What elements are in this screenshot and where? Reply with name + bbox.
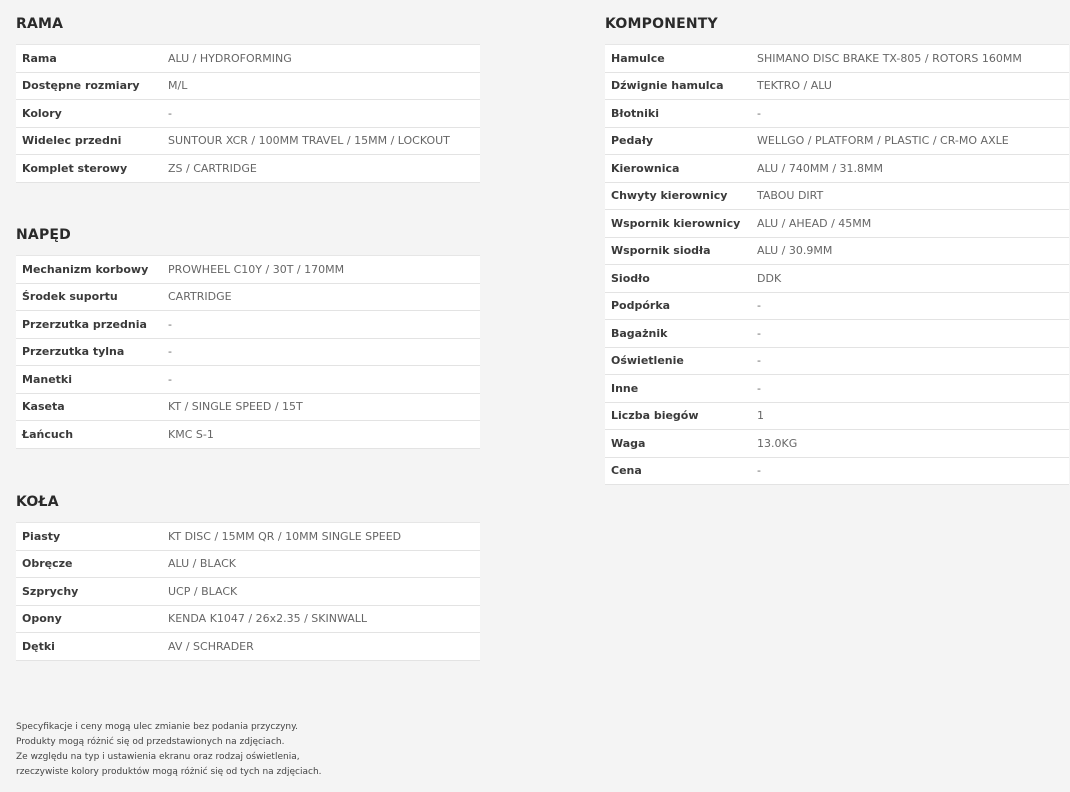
spec-row xyxy=(16,523,480,551)
spec-label: Szprychy xyxy=(22,584,79,598)
spec-label: Środek suportu xyxy=(22,290,118,304)
spec-value: - xyxy=(168,106,172,120)
spec-row xyxy=(605,458,1069,486)
spec-label: Wspornik siodła xyxy=(611,244,711,258)
spec-row xyxy=(16,633,480,661)
spec-label: Hamulce xyxy=(611,51,665,65)
spec-value: - xyxy=(757,381,761,395)
spec-value: SHIMANO DISC BRAKE TX-805 / ROTORS 160MM xyxy=(757,51,1022,65)
spec-label: Oświetlenie xyxy=(611,354,684,368)
spec-label: Błotniki xyxy=(611,106,659,120)
section-naped xyxy=(16,226,480,449)
spec-table-rama xyxy=(16,44,480,183)
spec-label: Dostępne rozmiary xyxy=(22,79,140,93)
spec-label: Przerzutka tylna xyxy=(22,345,125,359)
section-komponenty xyxy=(605,15,1069,485)
spec-value: TABOU DIRT xyxy=(757,189,824,203)
spec-value: 13.0KG xyxy=(757,436,798,450)
spec-value: 1 xyxy=(757,409,764,423)
spec-row xyxy=(605,293,1069,321)
spec-table-komponenty xyxy=(605,44,1069,485)
spec-label: Cena xyxy=(611,464,642,478)
footnote xyxy=(16,720,322,780)
spec-label: Kaseta xyxy=(22,400,65,414)
footnote-line: Produkty mogą różnić się od przedstawionych na zdjęciach. xyxy=(16,737,285,747)
spec-value: ALU / 740MM / 31.8MM xyxy=(757,161,884,175)
spec-label: Siodło xyxy=(611,271,650,285)
spec-table-kola xyxy=(16,522,480,661)
spec-value: SUNTOUR XCR / 100MM TRAVEL / 15MM / LOCKOUT xyxy=(168,134,450,148)
spec-row xyxy=(16,45,480,73)
spec-row xyxy=(605,210,1069,238)
spec-value: ALU / AHEAD / 45MM xyxy=(757,216,872,230)
spec-row xyxy=(16,100,480,128)
spec-label: Kierownica xyxy=(611,161,680,175)
spec-label: Piasty xyxy=(22,529,61,543)
spec-row xyxy=(16,394,480,422)
spec-value: UCP / BLACK xyxy=(168,584,238,598)
spec-label: Dźwignie hamulca xyxy=(611,79,724,93)
section-title-naped: NAPĘD xyxy=(16,227,71,243)
spec-value: ALU / HYDROFORMING xyxy=(168,51,292,65)
spec-value: PROWHEEL C10Y / 30T / 170MM xyxy=(168,262,345,276)
spec-label: Podpórka xyxy=(611,299,671,313)
spec-value: KT / SINGLE SPEED / 15T xyxy=(168,400,303,414)
spec-row xyxy=(605,430,1069,458)
spec-row xyxy=(16,366,480,394)
spec-value: - xyxy=(168,317,172,331)
spec-row xyxy=(605,375,1069,403)
spec-value: - xyxy=(757,464,761,478)
spec-row xyxy=(605,155,1069,183)
spec-label: Widelec przedni xyxy=(22,134,122,148)
section-title-komponenty: KOMPONENTY xyxy=(605,16,718,32)
footnote-line: rzeczywiste kolory produktów mogą różnić się od tych na zdjęciach. xyxy=(16,767,322,777)
spec-label: Kolory xyxy=(22,106,62,120)
section-title-kola: KOŁA xyxy=(16,494,59,510)
section-kola xyxy=(16,493,480,661)
spec-row xyxy=(16,73,480,101)
spec-value: - xyxy=(757,354,761,368)
spec-row xyxy=(605,128,1069,156)
spec-row xyxy=(16,128,480,156)
spec-table-naped xyxy=(16,255,480,449)
spec-row xyxy=(605,320,1069,348)
footnote-line: Specyfikacje i ceny mogą ulec zmianie bez podania przyczyny. xyxy=(16,722,299,732)
spec-value: - xyxy=(757,326,761,340)
spec-value: - xyxy=(168,372,172,386)
spec-label: Obręcze xyxy=(22,557,73,571)
spec-value: KT DISC / 15MM QR / 10MM SINGLE SPEED xyxy=(168,529,402,543)
spec-value: - xyxy=(757,106,761,120)
spec-value: ZS / CARTRIDGE xyxy=(168,161,257,175)
spec-row xyxy=(605,45,1069,73)
section-title-rama: RAMA xyxy=(16,16,64,32)
spec-value: CARTRIDGE xyxy=(168,290,232,304)
spec-label: Chwyty kierownicy xyxy=(611,189,728,203)
spec-value: - xyxy=(757,299,761,313)
spec-label: Łańcuch xyxy=(22,427,74,441)
spec-label: Przerzutka przednia xyxy=(22,317,147,331)
spec-value: KENDA K1047 / 26x2.35 / SKINWALL xyxy=(168,612,368,626)
spec-row xyxy=(605,183,1069,211)
spec-row xyxy=(16,311,480,339)
spec-label: Inne xyxy=(611,381,639,395)
section-rama xyxy=(16,15,480,183)
spec-row xyxy=(605,403,1069,431)
spec-row xyxy=(16,284,480,312)
spec-label: Opony xyxy=(22,612,62,626)
spec-row xyxy=(16,551,480,579)
spec-label: Bagażnik xyxy=(611,326,668,340)
spec-value: WELLGO / PLATFORM / PLASTIC / CR-MO AXLE xyxy=(757,134,1009,148)
spec-label: Komplet sterowy xyxy=(22,161,128,175)
spec-row xyxy=(605,73,1069,101)
spec-row xyxy=(16,339,480,367)
spec-label: Mechanizm korbowy xyxy=(22,262,149,276)
spec-row xyxy=(16,606,480,634)
spec-label: Waga xyxy=(611,436,646,450)
spec-row xyxy=(605,100,1069,128)
spec-row xyxy=(605,238,1069,266)
spec-label: Dętki xyxy=(22,639,55,653)
spec-value: KMC S-1 xyxy=(168,427,214,441)
spec-label: Pedały xyxy=(611,134,654,148)
footnote-line: Ze względu na typ i ustawienia ekranu oraz rodzaj oświetlenia, xyxy=(16,752,300,762)
spec-row xyxy=(16,256,480,284)
spec-row xyxy=(16,421,480,449)
spec-row xyxy=(16,155,480,183)
spec-label: Liczba biegów xyxy=(611,409,699,423)
spec-value: - xyxy=(168,345,172,359)
spec-value: AV / SCHRADER xyxy=(168,639,254,653)
spec-label: Wspornik kierownicy xyxy=(611,216,741,230)
spec-label: Rama xyxy=(22,51,57,65)
spec-value: M/L xyxy=(168,79,188,93)
spec-value: ALU / 30.9MM xyxy=(757,244,833,258)
spec-label: Manetki xyxy=(22,372,73,386)
spec-value: DDK xyxy=(757,271,782,285)
spec-row xyxy=(605,348,1069,376)
spec-value: TEKTRO / ALU xyxy=(757,79,832,93)
spec-row xyxy=(605,265,1069,293)
spec-row xyxy=(16,578,480,606)
spec-value: ALU / BLACK xyxy=(168,557,237,571)
